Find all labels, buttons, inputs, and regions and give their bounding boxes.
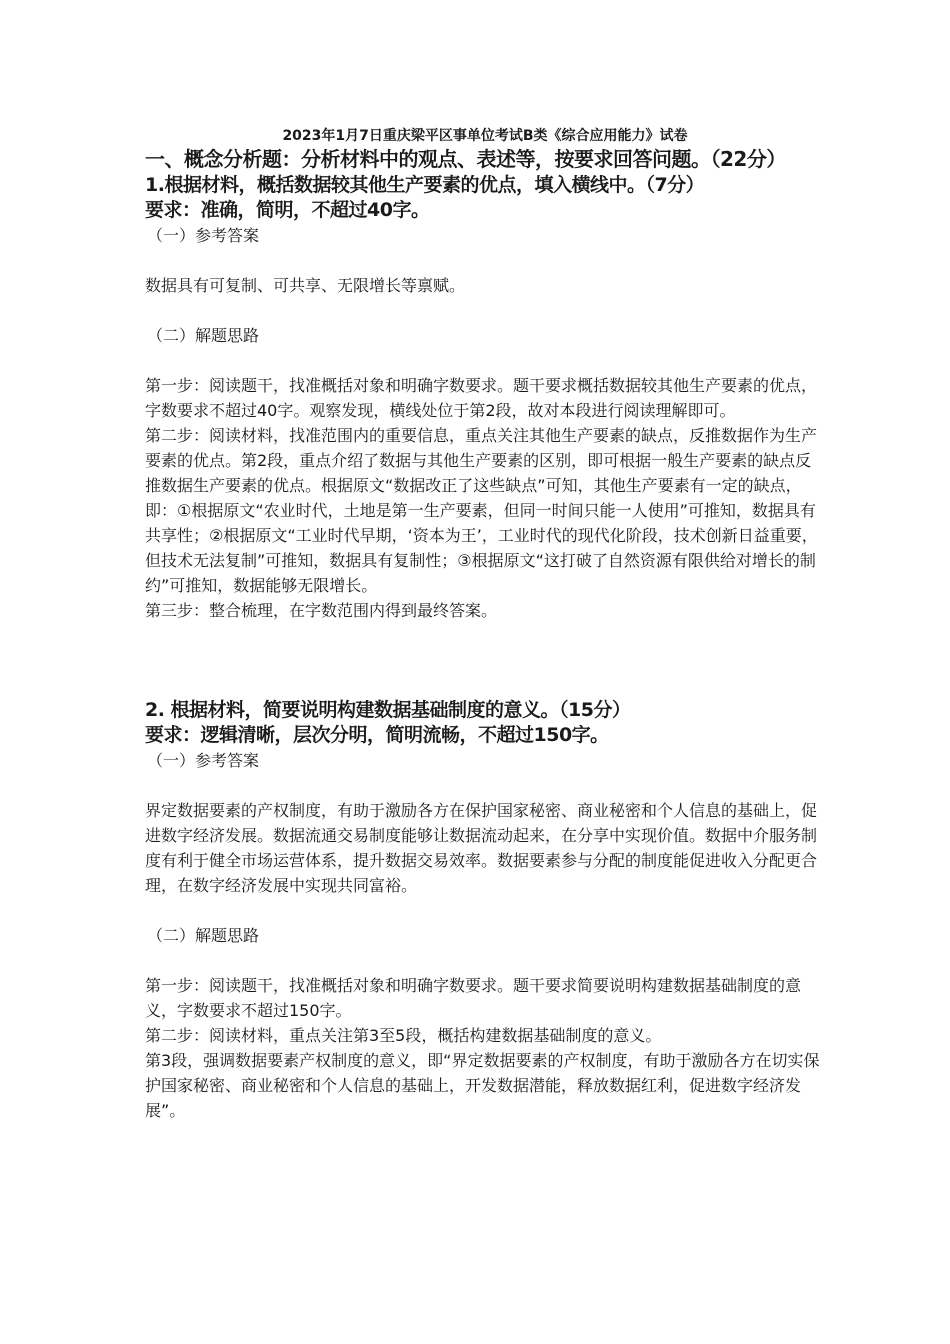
- question-1-answer: 数据具有可复制、可共享、无限增长等禀赋。: [145, 276, 466, 295]
- question-1-approach-heading: （二）解题思路: [147, 326, 260, 345]
- question-1-text: 1.根据材料，概括数据较其他生产要素的优点，填入横线中。（7分）: [145, 174, 705, 196]
- question-1-step-3: 第三步：整合梳理，在字数范围内得到最终答案。: [145, 601, 498, 620]
- question-2-text: 2. 根据材料，简要说明构建数据基础制度的意义。（15分）: [145, 699, 631, 721]
- document-title: 2023年1月7日重庆梁平区事单位考试B类《综合应用能力》试卷: [282, 128, 688, 144]
- section-heading: 一、概念分析题：分析材料中的观点、表述等，按要求回答问题。（22分）: [145, 147, 786, 171]
- question-2-step-3: 第3段，强调数据要素产权制度的意义，即“界定数据要素的产权制度，有助于激励各方在切实保护国家秘密、商业秘密和个人信息的基础上，开发数据潜能，释放数据红利，促进数字经济发展”。: [145, 1051, 820, 1120]
- question-1-block: [145, 173, 825, 623]
- document-page: [145, 126, 825, 1123]
- question-2-block: [145, 698, 825, 1123]
- question-2-step-2: 第二步：阅读材料，重点关注第3至5段，概括构建数据基础制度的意义。: [145, 1026, 662, 1045]
- question-1-requirement: 要求：准确，简明，不超过40字。: [145, 199, 430, 221]
- question-2-step-1: 第一步：阅读题干，找准概括对象和明确字数要求。题干要求简要说明构建数据基础制度的意义，字数要求不超过150字。: [145, 976, 802, 1020]
- question-1-step-2: 第二步：阅读材料，找准范围内的重要信息，重点关注其他生产要素的缺点，反推数据作为生产要素的优点。第2段，重点介绍了数据与其他生产要素的区别，即可根据一般生产要素的缺点反推数据生产要素的优点。根据原文“数据改正了这些缺点”可知，其他生产要素有一定的缺点，即：①根据原文“农业时代，土地是第一生产要素，但同一时间只能一人使用”可推知，数据具有共享性；②根据原文“工业时代早期，‘资本为王’，工业时代的现代化阶段，技术创新日益重要，但技术无法复制”可推知，数据具有复制性；③根据原文“这打破了自然资源有限供给对增长的制约”可推知，数据能够无限增长。: [145, 426, 818, 595]
- question-2-answer: 界定数据要素的产权制度，有助于激励各方在保护国家秘密、商业秘密和个人信息的基础上，促进数字经济发展。数据流通交易制度能够让数据流动起来，在分享中实现价值。数据中介服务制度有利于健全市场运营体系，提升数据交易效率。数据要素参与分配的制度能促进收入分配更合理，在数字经济发展中实现共同富裕。: [145, 801, 818, 895]
- question-2-requirement: 要求：逻辑清晰，层次分明，简明流畅，不超过150字。: [145, 724, 609, 746]
- question-2-answer-heading: （一）参考答案: [147, 751, 260, 770]
- question-1-answer-heading: （一）参考答案: [147, 226, 260, 245]
- question-1-step-1: 第一步：阅读题干，找准概括对象和明确字数要求。题干要求概括数据较其他生产要素的优点，字数要求不超过40字。观察发现，横线处位于第2段，故对本段进行阅读理解即可。: [145, 376, 818, 420]
- question-2-approach-heading: （二）解题思路: [147, 926, 260, 945]
